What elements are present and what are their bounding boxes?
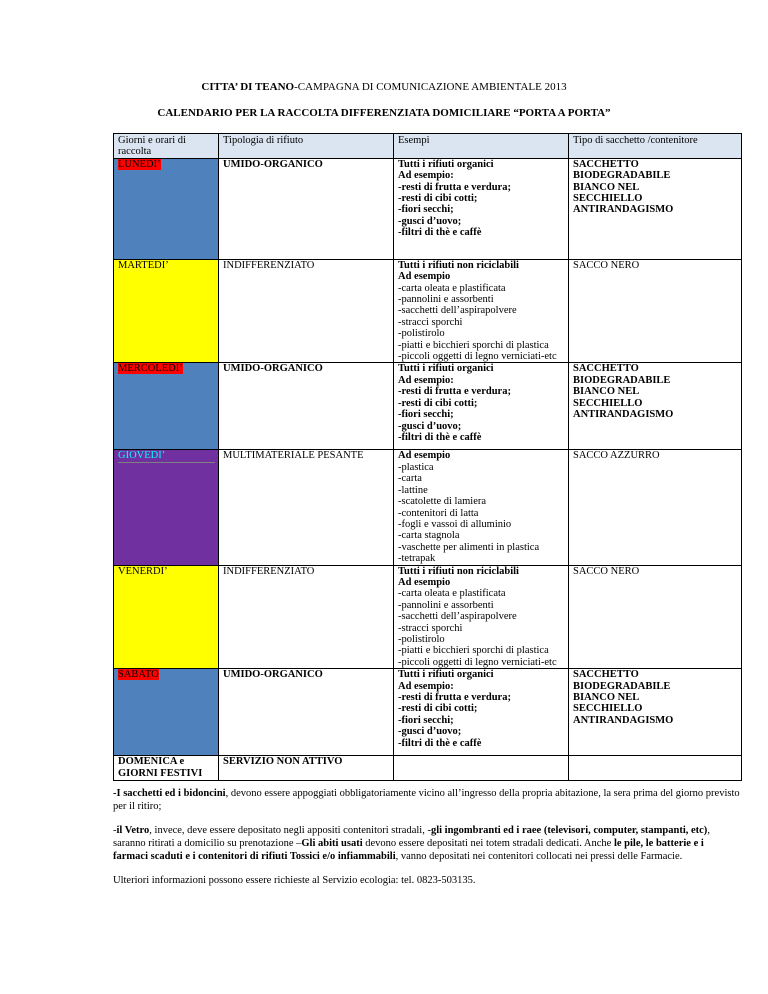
example-line: -sacchetti dell’aspirapolvere: [398, 611, 517, 623]
bag-line: SACCHETTO: [573, 363, 639, 375]
examples-cell: [394, 565, 569, 669]
bag-cell: [569, 756, 742, 781]
bag-cell: SACCO AZZURRO: [569, 450, 742, 565]
day-cell: [114, 363, 219, 450]
example-line: -stracci sporchi: [398, 316, 463, 328]
type-cell: UMIDO-ORGANICO: [219, 158, 394, 259]
example-line: -carta: [398, 473, 422, 485]
bag-line: SECCHIELLO: [573, 703, 643, 715]
example-line: -filtri di thè e caffè: [398, 227, 482, 239]
bag-line: ANTIRANDAGISMO: [573, 714, 674, 726]
example-line: Ad esempio: [398, 271, 451, 283]
example-line: -piccoli oggetti di legno verniciati-etc: [398, 351, 557, 363]
table-row-thursday: [114, 450, 742, 565]
table-row-monday: [114, 158, 742, 259]
type-cell: UMIDO-ORGANICO: [219, 363, 394, 450]
type-cell: INDIFFERENZIATO: [219, 259, 394, 363]
bag-line: BIODEGRADABILE: [573, 170, 671, 182]
bag-line: SECCHIELLO: [573, 193, 643, 205]
example-line: -tetrapak: [398, 553, 436, 565]
example-line: -polistirolo: [398, 328, 445, 340]
example-line: Ad esempio:: [398, 374, 454, 386]
example-line: -pannolini e assorbenti: [398, 599, 494, 611]
example-line: -scatolette di lamiera: [398, 496, 487, 508]
type-cell: INDIFFERENZIATO: [219, 565, 394, 669]
example-line: -gusci d’uovo;: [398, 726, 462, 738]
day-label: GIOVEDI’: [118, 450, 215, 462]
document-title: CITTA’ DI TEANO-CAMPAGNA DI COMUNICAZIONE AMBIENTALE 2013: [201, 81, 567, 93]
bag-line: SACCHETTO: [573, 158, 639, 170]
day-cell: [114, 669, 219, 756]
example-line: -pannolini e assorbenti: [398, 294, 494, 306]
example-line: -carta stagnola: [398, 530, 460, 542]
day-label: MARTEDI’: [118, 259, 169, 271]
example-line: Tutti i rifiuti organici: [398, 669, 494, 681]
example-line: -carta oleata e plastificata: [398, 282, 506, 294]
calendar-subtitle: CALENDARIO PER LA RACCOLTA DIFFERENZIATA DOMICILIARE “PORTA A PORTA”: [157, 107, 611, 119]
bag-line: BIANCO NEL: [573, 386, 640, 398]
example-line: -piccoli oggetti di legno verniciati-etc: [398, 656, 557, 668]
examples-cell: [394, 158, 569, 259]
examples-cell: [394, 450, 569, 565]
example-line: Ad esempio: [398, 576, 451, 588]
column-header-type: Tipologia di rifiuto: [219, 134, 394, 159]
examples-cell: [394, 259, 569, 363]
example-line: -resti di cibi cotti;: [398, 193, 478, 205]
table-row-sunday-holidays: [114, 756, 742, 781]
examples-cell: [394, 669, 569, 756]
bag-line: BIODEGRADABILE: [573, 374, 671, 386]
day-cell: [114, 259, 219, 363]
bag-cell: [569, 158, 742, 259]
example-line: -resti di frutta e verdura;: [398, 181, 511, 193]
bag-cell: SACCO NERO: [569, 259, 742, 363]
day-label: SABATO: [118, 669, 159, 681]
example-line: -lattine: [398, 484, 428, 496]
day-cell: DOMENICA e GIORNI FESTIVI: [114, 756, 219, 781]
bag-line: BIANCO NEL: [573, 181, 640, 193]
bag-cell: SACCO NERO: [569, 565, 742, 669]
table-row-wednesday: [114, 363, 742, 450]
day-cell: [114, 158, 219, 259]
example-line: -vaschette per alimenti in plastica: [398, 541, 540, 553]
example-line: -sacchetti dell’aspirapolvere: [398, 305, 517, 317]
example-line: Tutti i rifiuti non riciclabili: [398, 565, 519, 577]
footer-note-contact: Ulteriori informazioni possono essere richieste al Servizio ecologia: tel. 0823-503135.: [113, 875, 476, 886]
example-line: -fiori secchi;: [398, 204, 454, 216]
table-header-row: [114, 134, 742, 159]
example-line: -plastica: [398, 461, 434, 473]
example-line: Tutti i rifiuti organici: [398, 158, 494, 170]
bag-line: BIANCO NEL: [573, 692, 640, 703]
column-header-bag: Tipo di sacchetto /contenitore: [569, 134, 742, 159]
example-line: -resti di frutta e verdura;: [398, 692, 511, 703]
example-line: -gusci d’uovo;: [398, 215, 462, 227]
example-line: -fogli e vassoi di alluminio: [398, 518, 512, 530]
day-label: VENERDI’: [118, 565, 168, 577]
example-line: Ad esempio:: [398, 680, 454, 692]
example-line: -contenitori di latta: [398, 507, 479, 519]
example-line: -filtri di thè e caffè: [398, 431, 482, 443]
day-cell: [114, 450, 219, 565]
example-line: -stracci sporchi: [398, 622, 463, 634]
type-cell: SERVIZIO NON ATTIVO: [219, 756, 394, 781]
day-label: MERCOLEDI’: [118, 363, 183, 375]
example-line: Tutti i rifiuti organici: [398, 363, 494, 375]
table-row-saturday: [114, 669, 742, 756]
day-cell: [114, 565, 219, 669]
examples-cell: [394, 756, 569, 781]
example-line: Ad esempio: [398, 450, 451, 462]
example-line: -piatti e bicchieri sporchi di plastica: [398, 645, 549, 657]
example-line: Tutti i rifiuti non riciclabili: [398, 259, 519, 271]
example-line: -resti di frutta e verdura;: [398, 386, 511, 398]
bag-line: ANTIRANDAGISMO: [573, 204, 674, 216]
example-line: -fiori secchi;: [398, 409, 454, 421]
footer-note-bags: -I sacchetti ed i bidoncini, devono essere appoggiati obbligatoriamente vicino all’ingresso della propria abitazione, la sera prima del giorno previsto per il ritiro;: [113, 788, 740, 812]
example-line: -fiori secchi;: [398, 714, 454, 726]
bag-cell: [569, 363, 742, 450]
examples-cell: [394, 363, 569, 450]
column-header-examples: Esempi: [394, 134, 569, 159]
table-row-tuesday: [114, 259, 742, 363]
example-line: Ad esempio:: [398, 170, 454, 182]
example-line: -resti di cibi cotti;: [398, 703, 478, 715]
example-line: -filtri di thè e caffè: [398, 737, 482, 749]
bag-cell: [569, 669, 742, 756]
type-cell: MULTIMATERIALE PESANTE: [219, 450, 394, 565]
table-row-friday: [114, 565, 742, 669]
bag-line: SECCHIELLO: [573, 397, 643, 409]
bag-line: BIODEGRADABILE: [573, 680, 671, 692]
day-label: LUNEDI’: [118, 158, 161, 170]
bag-line: SACCHETTO: [573, 669, 639, 681]
collection-calendar-table: [113, 133, 742, 781]
column-header-days: Giorni e orari di raccolta: [114, 134, 219, 159]
example-line: -resti di cibi cotti;: [398, 397, 478, 409]
footer-note-glass: -il Vetro, invece, deve essere depositato negli appositi contenitori stradali, -gli ingombranti ed i raee (televisori, computer, stampanti, etc), saranno ritirati a domicilio su prenotazione –Gli abiti usati devono essere depositati nei totem stradali dedicati. Anche le pile, le batterie e i farmaci scaduti e i contenitori di rifiuti Tossici e/o infiammabili, vanno depositati nei contenitori collocati nei pressi delle Farmacie.: [113, 825, 710, 862]
example-line: -piatti e bicchieri sporchi di plastica: [398, 339, 549, 351]
example-line: -polistirolo: [398, 633, 445, 645]
type-cell: UMIDO-ORGANICO: [219, 669, 394, 756]
bag-line: ANTIRANDAGISMO: [573, 409, 674, 421]
example-line: -gusci d’uovo;: [398, 420, 462, 432]
example-line: -carta oleata e plastificata: [398, 588, 506, 600]
